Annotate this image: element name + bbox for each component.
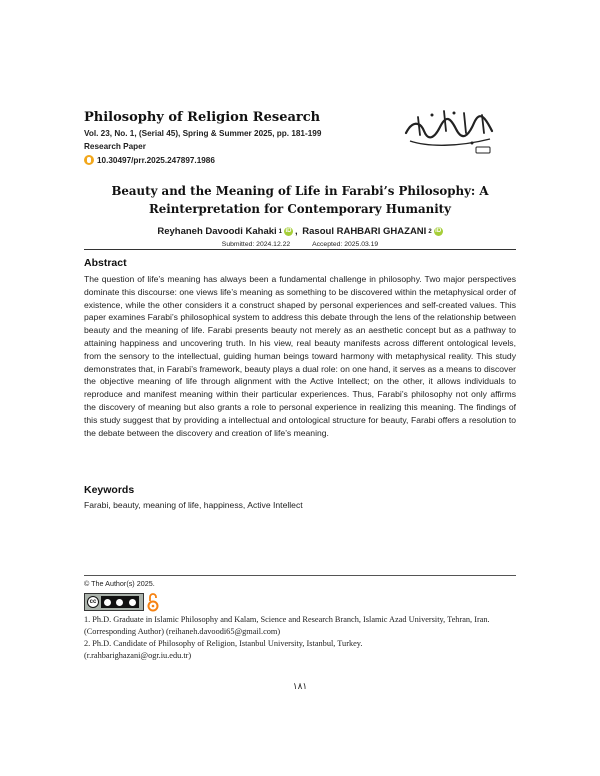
author-2-affiliation-mark: 2 [428, 228, 432, 235]
keywords-list: Farabi, beauty, meaning of life, happiness, Active Intellect [84, 500, 303, 510]
submission-dates [84, 241, 516, 250]
footnote-2 [84, 638, 524, 661]
footnote-2-line-1: 2. Ph.D. Candidate of Philosophy of Religion, Istanbul University, Istanbul, Turkey. [84, 639, 363, 648]
footnote-2-email[interactable]: (r.rahbarighazani@ogr.iu.edu.tr) [84, 650, 192, 660]
attribution-icon [104, 599, 111, 606]
abstract-heading: Abstract [84, 257, 127, 269]
page-number: ۱۸۱ [292, 682, 308, 692]
submitted-date: Submitted: 2024.12.22 [221, 241, 291, 248]
copyright-notice: © The Author(s) 2025. [84, 579, 155, 588]
abstract-body: The question of life’s meaning has always been a fundamental challenge in philosophy. Two major perspectives dominate this discourse: one views life’s meaning as something to be discovered within the metaphysical order of existence, while the other considers it a construct shaped by personal experiences and self-created values. This paper examines Farabi’s philosophical system to address this debate through the lens of the relationship between beauty and the meaning of life. Farabi presents beauty not merely as an aesthetic concept but as a pathway to attaining happiness and uncovering truth. In his view, real beauty manifests across different ontological levels, from the sensory to the intellectual, guiding human beings toward harmony with metaphysical reality. This study demonstrates that, in Farabi’s framework, beauty plays a dual role: on one hand, it serves as a means to discover the objective meaning of life through alignment with the Active Intellect; on the other, it allows individuals to reproduce and manifest meaning within their particular experiences. Thus, Farabi’s philosophy not only affirms the discovery of meaning but also grants a role to personal experience in realizing this meaning. The findings of this study suggest that by providing a intellectual and ontological structure for beauty, Farabi offers a resolution to the debate between the discovery and creation of life’s meaning. [84, 274, 516, 438]
author-1-name: Reyhaneh Davoodi Kahaki [157, 226, 277, 237]
article-type: Research Paper [84, 142, 146, 151]
keywords-heading: Keywords [84, 484, 135, 496]
creative-commons-license-badge[interactable] [84, 593, 144, 611]
footnote-1: 1. Ph.D. Graduate in Islamic Philosophy and Kalam, Science and Research Branch, Islamic Azad University, Tehran, Iran. (Corresponding Author) (reihaneh.davoodi65@gmail.com) [84, 615, 490, 636]
accepted-date: Accepted: 2025.03.19 [312, 241, 379, 248]
author-2-name: Rasoul RAHBARI GHAZANI [302, 226, 427, 237]
author-separator: , [295, 226, 301, 237]
author-list [60, 226, 540, 237]
open-access-icon [147, 592, 159, 612]
journal-calligraphy-logo [398, 103, 498, 155]
author-1-affiliation-mark: 1 [278, 228, 282, 235]
cc-icon: cc [87, 596, 99, 608]
orcid-icon[interactable]: iD [285, 228, 292, 234]
footnote-divider [84, 575, 516, 576]
orcid-icon[interactable]: iD [435, 228, 442, 234]
paper-title [60, 182, 540, 218]
doi-link[interactable]: 10.30497/prr.2025.247897.1986 [97, 155, 215, 165]
noderivatives-icon [129, 599, 136, 606]
journal-meta: Vol. 23, No. 1, (Serial 45), Spring & Summer 2025, pp. 181-199 [84, 129, 322, 138]
doi-row[interactable] [84, 155, 215, 165]
doi-icon [84, 155, 94, 165]
cc-by-nc-icons [101, 596, 139, 608]
journal-title: Philosophy of Religion Research [84, 110, 321, 125]
paper-title-line-2: Reinterpretation for Contemporary Humanity [149, 202, 451, 216]
noncommercial-icon [116, 599, 123, 606]
paper-title-line-1: Beauty and the Meaning of Life in Farabi’s Philosophy: A [111, 184, 489, 198]
